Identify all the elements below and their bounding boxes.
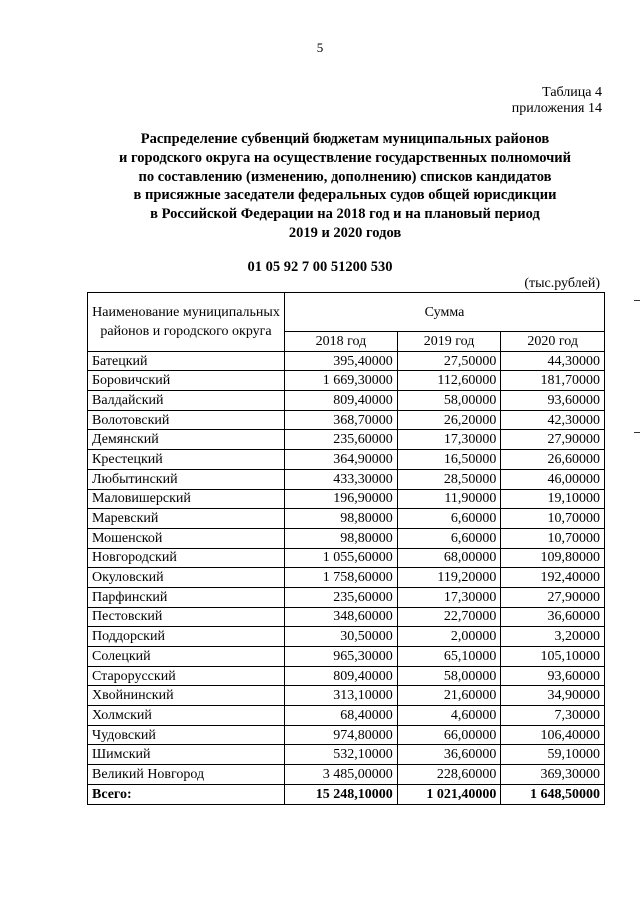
header-name: Наименование муниципальных районов и городского округа [88,293,285,352]
district-name: Маловишерский [88,489,285,509]
value-2019: 28,50000 [397,469,501,489]
value-2018: 348,60000 [285,607,398,627]
value-2019: 21,60000 [397,686,501,706]
district-name: Шимский [88,745,285,765]
district-name: Парфинский [88,587,285,607]
title-line: 2019 и 2020 годов [288,224,402,241]
value-2018: 98,80000 [285,528,398,548]
value-2019: 228,60000 [397,765,501,785]
value-2019: 66,00000 [397,725,501,745]
value-2019: 6,60000 [397,509,501,529]
units-label: (тыс.рублей) [524,276,600,291]
district-name: Крестецкий [88,450,285,470]
value-2020: 27,90000 [501,430,605,450]
table-row [88,489,605,509]
table-row [88,725,605,745]
value-2019: 65,10000 [397,647,501,667]
district-name: Боровичский [88,371,285,391]
district-name: Маревский [88,509,285,529]
value-2020: 26,60000 [501,450,605,470]
value-2020: 3,20000 [501,627,605,647]
table-row [88,627,605,647]
table-label [512,85,602,117]
value-2020: 36,60000 [501,607,605,627]
margin-mark [634,300,640,301]
value-2019: 68,00000 [397,548,501,568]
table-header-row [88,293,605,332]
district-name: Пестовский [88,607,285,627]
value-2018: 68,40000 [285,706,398,726]
value-2018: 364,90000 [285,450,398,470]
district-name: Батецкий [88,351,285,371]
value-2020: 369,30000 [501,765,605,785]
value-2020: 93,60000 [501,391,605,411]
table-row [88,706,605,726]
value-2020: 19,10000 [501,489,605,509]
title-line: в присяжные заседатели федеральных судов общей юрисдикции [133,187,557,204]
table-row [88,607,605,627]
header-year-2020: 2020 год [501,332,605,352]
title-line: Распределение субвенций бюджетам муниципальных районов [140,131,550,147]
district-name: Солецкий [88,647,285,667]
value-2019: 16,50000 [397,450,501,470]
table-row [88,410,605,430]
value-2019: 17,30000 [397,587,501,607]
value-2020: 7,30000 [501,706,605,726]
value-2018: 965,30000 [285,647,398,667]
district-name: Чудовский [88,725,285,745]
value-2019: 22,70000 [397,607,501,627]
header-year-2019: 2019 год [397,332,501,352]
district-name: Новгородский [88,548,285,568]
value-2018: 235,60000 [285,430,398,450]
value-2018: 1 669,30000 [285,371,398,391]
table-row [88,469,605,489]
total-row [88,784,605,804]
budget-code: 01 05 92 7 00 51200 530 [247,259,393,275]
total-2020: 1 648,50000 [501,784,605,804]
value-2019: 27,50000 [397,351,501,371]
district-name: Поддорский [88,627,285,647]
table-row [88,450,605,470]
district-name: Демянский [88,430,285,450]
value-2019: 26,20000 [397,410,501,430]
title-line: в Российской Федерации на 2018 год и на плановый период [150,206,540,223]
district-name: Любытинский [88,469,285,489]
title-line: и городского округа на осуществление государственных полномочий [119,149,571,166]
value-2018: 1 055,60000 [285,548,398,568]
value-2019: 58,00000 [397,666,501,686]
value-2018: 532,10000 [285,745,398,765]
value-2018: 368,70000 [285,410,398,430]
table-row [88,686,605,706]
table-row [88,647,605,667]
table-row [88,351,605,371]
value-2018: 395,40000 [285,351,398,371]
value-2020: 42,30000 [501,410,605,430]
value-2020: 105,10000 [501,647,605,667]
value-2019: 6,60000 [397,528,501,548]
value-2019: 58,00000 [397,391,501,411]
table-body [88,351,605,804]
table-row [88,509,605,529]
value-2019: 112,60000 [397,371,501,391]
subvention-table [87,292,605,805]
table-row [88,548,605,568]
value-2018: 98,80000 [285,509,398,529]
value-2020: 106,40000 [501,725,605,745]
table-row [88,765,605,785]
district-name: Мошенской [88,528,285,548]
value-2018: 433,30000 [285,469,398,489]
district-name: Хвойнинский [88,686,285,706]
value-2018: 313,10000 [285,686,398,706]
total-label: Всего: [88,784,285,804]
value-2018: 235,60000 [285,587,398,607]
value-2020: 93,60000 [501,666,605,686]
value-2019: 11,90000 [397,489,501,509]
margin-mark [634,432,640,433]
table-row [88,666,605,686]
table-row [88,568,605,588]
page-number: 5 [316,40,324,55]
value-2020: 109,80000 [501,548,605,568]
district-name: Окуловский [88,568,285,588]
table-row [88,528,605,548]
value-2019: 119,20000 [397,568,501,588]
total-2018: 15 248,10000 [285,784,398,804]
table-row [88,371,605,391]
table-row [88,587,605,607]
total-2019: 1 021,40000 [397,784,501,804]
district-name: Волотовский [88,410,285,430]
title-line: по составлению (изменению, дополнению) списков кандидатов [138,168,552,185]
value-2018: 3 485,00000 [285,765,398,785]
value-2020: 192,40000 [501,568,605,588]
header-sum: Сумма [285,293,605,332]
table-label-line1: Таблица 4 [542,85,602,100]
value-2020: 27,90000 [501,587,605,607]
value-2018: 809,40000 [285,391,398,411]
district-name: Великий Новгород [88,765,285,785]
value-2018: 1 758,60000 [285,568,398,588]
value-2018: 974,80000 [285,725,398,745]
value-2019: 17,30000 [397,430,501,450]
table-label-line2: приложения 14 [511,101,602,116]
value-2020: 44,30000 [501,351,605,371]
district-name: Старорусский [88,666,285,686]
value-2018: 196,90000 [285,489,398,509]
value-2020: 10,70000 [501,528,605,548]
header-year-2018: 2018 год [285,332,398,352]
value-2020: 34,90000 [501,686,605,706]
value-2019: 2,00000 [397,627,501,647]
value-2019: 4,60000 [397,706,501,726]
value-2020: 46,00000 [501,469,605,489]
district-name: Валдайский [88,391,285,411]
value-2018: 30,50000 [285,627,398,647]
table-row [88,745,605,765]
value-2019: 36,60000 [397,745,501,765]
value-2020: 59,10000 [501,745,605,765]
table-row [88,430,605,450]
value-2020: 10,70000 [501,509,605,529]
district-name: Холмский [88,706,285,726]
value-2020: 181,70000 [501,371,605,391]
value-2018: 809,40000 [285,666,398,686]
table-row [88,391,605,411]
document-title [60,130,630,243]
